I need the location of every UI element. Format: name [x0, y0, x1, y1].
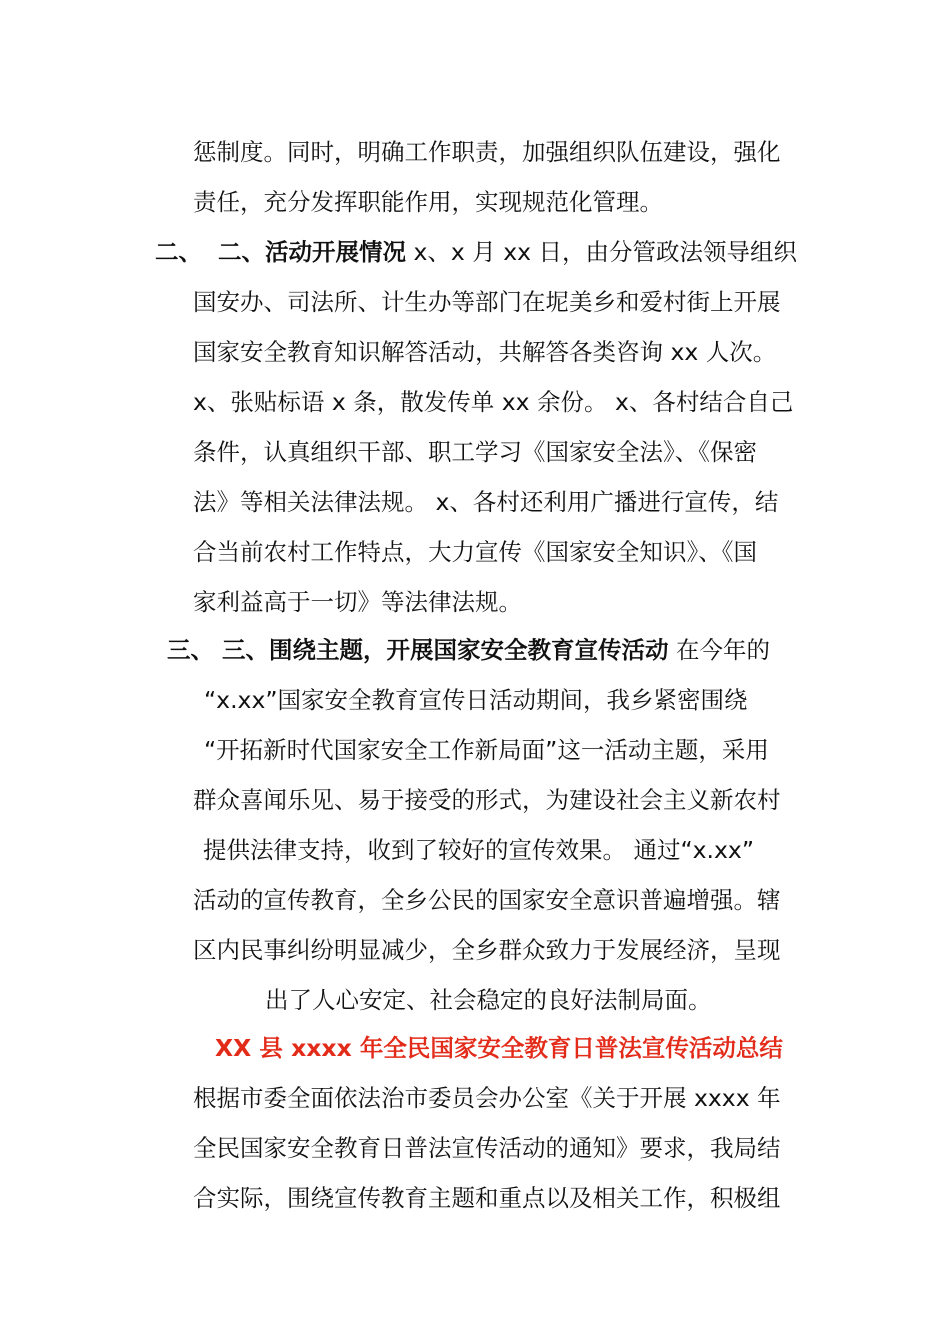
section-two-first-line: [218, 232, 797, 272]
section-two-first-line-text: x、x 月 xx 日，由分管政法领导组织: [406, 238, 798, 266]
body-text-line: 责任，充分发挥职能作用，实现规范化管理。: [193, 188, 663, 216]
body-text-line: 出了人心安定、社会稳定的良好法制局面。: [265, 986, 712, 1014]
section-three-first-line-text: 在今年的: [668, 636, 770, 664]
body-text-line: 根据市委全面依法治市委员会办公室《关于开展 xxxx 年: [193, 1084, 781, 1112]
section-three-heading: 三、围绕主题，开展国家安全教育宣传活动: [222, 636, 669, 664]
body-text-line: 合实际，围绕宣传教育主题和重点以及相关工作，积极组: [193, 1184, 781, 1212]
body-text-line: 国安办、司法所、计生办等部门在坭美乡和爱村街上开展: [193, 288, 781, 316]
body-text-line: 条件，认真组织干部、职工学习《国家安全法》、《保密: [193, 438, 757, 466]
body-text-line: 家利益高于一切》等法律法规。: [193, 588, 522, 616]
section-two-heading: 二、活动开展情况: [218, 238, 406, 266]
document-title: XX 县 xxxx 年全民国家安全教育日普法宣传活动总结: [215, 1034, 783, 1062]
body-text-line: 群众喜闻乐见、易于接受的形式，为建设社会主义新农村: [193, 786, 781, 814]
body-text-line: “x.xx”国家安全教育宣传日活动期间，我乡紧密围绕: [204, 686, 748, 714]
body-text-line: 法》等相关法律法规。 x、各村还利用广播进行宣传，结: [193, 488, 779, 516]
body-text-line: 全民国家安全教育日普法宣传活动的通知》要求，我局结: [193, 1134, 781, 1162]
body-text-line: 惩制度。同时，明确工作职责，加强组织队伍建设，强化: [193, 138, 781, 166]
body-text-line: 提供法律支持，收到了较好的宣传效果。 通过“x.xx”: [203, 836, 755, 864]
body-text-line: 合当前农村工作特点，大力宣传《国家安全知识》、《国: [193, 538, 757, 566]
body-text-line: 国家安全教育知识解答活动，共解答各类咨询 xx 人次。: [193, 338, 777, 366]
body-text-line: 区内民事纠纷明显减少，全乡群众致力于发展经济，呈现: [193, 936, 781, 964]
section-three-first-line: [222, 630, 770, 670]
section-two-number: 二、: [155, 238, 202, 266]
body-text-line: “开拓新时代国家安全工作新局面”这一活动主题，采用: [204, 736, 769, 764]
body-text-line: 活动的宣传教育，全乡公民的国家安全意识普遍增强。辖: [193, 886, 781, 914]
section-three-number: 三、: [167, 636, 214, 664]
body-text-line: x、张贴标语 x 条，散发传单 xx 余份。 x、各村结合自己: [193, 388, 794, 416]
